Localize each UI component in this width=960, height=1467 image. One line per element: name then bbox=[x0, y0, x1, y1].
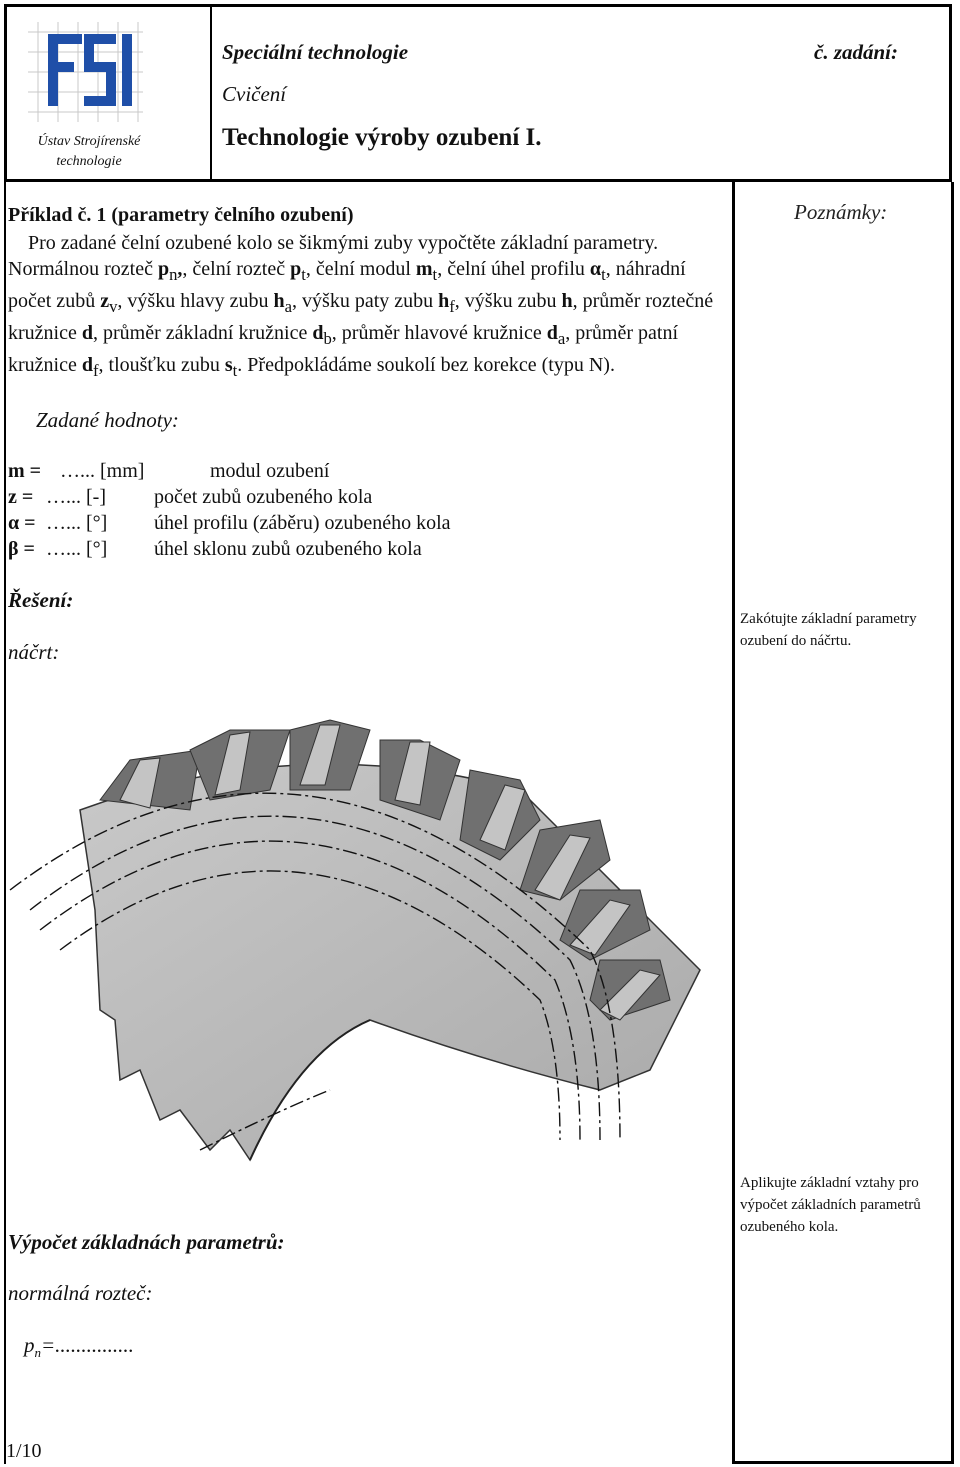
param-value: …... [°] bbox=[46, 512, 108, 534]
notes-column bbox=[732, 182, 954, 1464]
param-row-alpha bbox=[8, 512, 728, 538]
note-calculation: Aplikujte základní vztahy pro výpočet základních parametrů ozubeného kola. bbox=[740, 1175, 921, 1235]
note-sketch: Zakótujte základní parametry ozubení do náčrtu. bbox=[740, 611, 917, 649]
param-symbol: z = bbox=[8, 486, 34, 508]
exercise-text: Pro zadané čelní ozubené kolo se šikmými zuby vypočtěte základní parametry. Normálnou rozteč $p_n$,, čelní rozteč $p_t$, čelní modul $m_t$, čelní úhel profilu $\alpha_t$, náhradní počet zubů $z_v$, výšku hlavy zubu $h_a$, výšku paty zubu $h_f$, výšku zubu h, průměr roztečné kružnice d, průměr základní kružnice $d_b$, průměr hlavové kružnice $d_a$, průměr patní kružnice $d_f$, tloušťku zubu $s_t$. Předpokládáme soukolí bez korekce (typu N). bbox=[8, 232, 714, 380]
normal-pitch-formula: $p_n=$............... bbox=[24, 1333, 134, 1361]
course-title: Speciální technologie bbox=[222, 40, 409, 64]
param-description: úhel sklonu zubů ozubeného kola bbox=[154, 538, 422, 560]
page-number: 1/10 bbox=[6, 1440, 42, 1462]
notes-title: Poznámky: bbox=[794, 200, 888, 224]
gear-illustration bbox=[0, 690, 730, 1170]
param-symbol: α = bbox=[8, 512, 36, 534]
param-value: …... [°] bbox=[46, 538, 108, 560]
sketch-label: náčrt: bbox=[8, 640, 60, 664]
param-row-z bbox=[8, 486, 728, 512]
param-value: …... [-] bbox=[46, 486, 106, 508]
given-values-title: Zadané hodnoty: bbox=[36, 408, 179, 432]
param-description: modul ozubení bbox=[210, 460, 330, 482]
exercise-title: Příklad č. 1 (parametry čelního ozubení) bbox=[8, 204, 354, 226]
param-symbol: m = bbox=[8, 460, 42, 482]
header-divider bbox=[210, 4, 212, 182]
assignment-number-label: č. zadání: bbox=[814, 40, 898, 64]
param-row-m bbox=[8, 460, 728, 486]
normal-pitch-label: normálná rozteč: bbox=[8, 1281, 153, 1305]
document-type: Cvičení bbox=[222, 82, 287, 106]
param-description: počet zubů ozubeného kola bbox=[154, 486, 373, 508]
param-row-beta bbox=[8, 538, 728, 564]
topic-title: Technologie výroby ozubení I. bbox=[222, 124, 542, 151]
param-symbol: β = bbox=[8, 538, 35, 560]
fsi-logo bbox=[28, 22, 143, 122]
calculation-title: Výpočet základnách parametrů: bbox=[8, 1230, 285, 1254]
param-description: úhel profilu (záběru) ozubeného kola bbox=[154, 512, 451, 534]
param-value: …... [mm] bbox=[60, 460, 145, 482]
institute-name: Ústav Strojírenské technologie bbox=[37, 134, 141, 169]
solution-title: Řešení: bbox=[8, 588, 74, 612]
